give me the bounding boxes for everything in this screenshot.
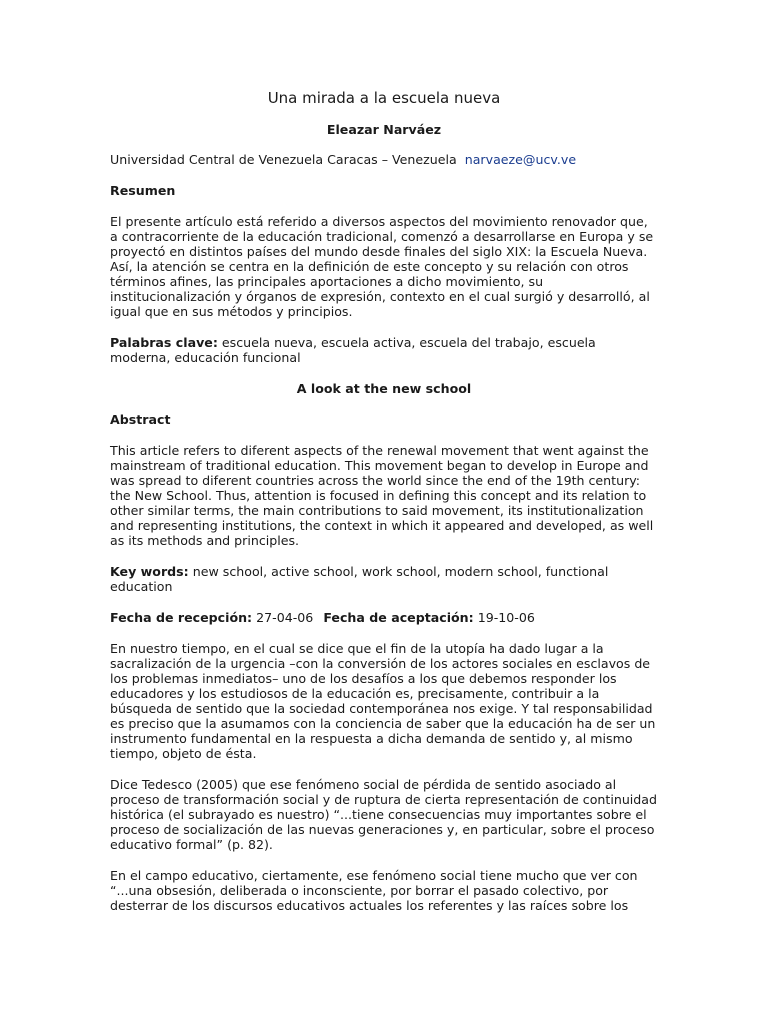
accepted-date: 19-10-06 (477, 610, 535, 625)
author-email-link[interactable]: narvaeze@ucv.ve (464, 152, 577, 167)
english-title: A look at the new school (296, 381, 472, 396)
palabras-clave-value: escuela nueva, escuela activa, escuela del trabajo, escuela moderna, educación funcional (110, 335, 596, 365)
key-words-value: new school, active school, work school, modern school, functional education (110, 564, 609, 594)
author-name: Eleazar Narváez (326, 122, 442, 137)
body-paragraph-1: En nuestro tiempo, en el cual se dice que el fin de la utopía ha dado lugar a la sacralización de la urgencia –con la conversión de los actores sociales en esclavos de los problemas inmediatos– uno de los desafíos a los que debemos responder los educadores y los estudiosos de la educación es, precisamente, contribuir a la búsqueda de sentido que la sociedad contemporánea nos exige. Y tal responsabilidad es preciso que la asumamos con la conciencia de saber que la educación ha de ser un instrumento fundamental en la respuesta a dicha demanda de sentido y, al mismo tiempo, objeto de ésta. (110, 641, 656, 761)
dates-line (110, 610, 658, 625)
body-paragraph-3: En el campo educativo, ciertamente, ese fenómeno social tiene mucho que ver con “...una obsesión, deliberada o inconsciente, por borrar el pasado colectivo, por desterrar de los discursos educativos actuales los referentes y las raíces sobre los (110, 868, 638, 913)
paper-title: Una mirada a la escuela nueva (267, 89, 501, 107)
resumen-body: El presente artículo está referido a diversos aspectos del movimiento renovador que, a contracorriente de la educación tradicional, comenzó a desarrollarse en Europa y se proyectó en distintos países del mundo desde finales del siglo XIX: la Escuela Nueva. Así, la atención se centra en la definición de este concepto y su relación con otros términos afines, las principales aportaciones a dicho movimiento, su institucionalización y órganos de expresión, contexto en el cual surgió y desarrolló, al igual que en sus métodos y principios. (110, 214, 654, 319)
key-words (110, 564, 658, 594)
received-date: 27-04-06 (256, 610, 314, 625)
resumen-heading: Resumen (110, 183, 176, 198)
affiliation-line (110, 152, 658, 167)
document-page (110, 80, 658, 913)
palabras-clave (110, 335, 658, 365)
affiliation-text: Universidad Central de Venezuela Caracas – Venezuela (110, 152, 457, 167)
key-words-label: Key words: (110, 564, 189, 579)
palabras-clave-label: Palabras clave: (110, 335, 218, 350)
abstract-body: This article refers to diferent aspects of the renewal movement that went against the mainstream of traditional education. This movement began to develop in Europe and was spread to diferent countries across the world since the end of the 19th century: the New School. Thus, attention is focused in defining this concept and its relation to other similar terms, the main contributions to said movement, its institutionalization and representing institutions, the context in which it appeared and developed, as well as its methods and principles. (110, 443, 654, 548)
received-label: Fecha de recepción: (110, 610, 253, 625)
body-paragraph-2: Dice Tedesco (2005) que ese fenómeno social de pérdida de sentido asociado al proceso de transformación social y de ruptura de cierta representación de continuidad histórica (el subrayado es nuestro) “...tiene consecuencias muy importantes sobre el proceso de socialización de las nuevas generaciones y, en particular, sobre el proceso educativo formal” (p. 82). (110, 777, 658, 852)
accepted-label: Fecha de aceptación: (323, 610, 474, 625)
abstract-heading: Abstract (110, 412, 171, 427)
